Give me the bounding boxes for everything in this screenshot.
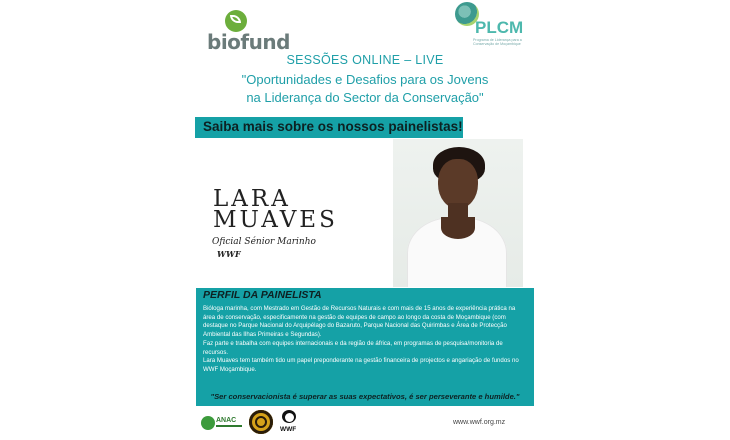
anac-logo-text: ANAC [216,417,237,424]
plcm-logo-text: PLCM [475,18,524,37]
anac-logo [201,414,241,432]
panelist-first-name: LARA [213,186,291,212]
profile-paragraph: Faz parte e trabalha com equipes internacionais e da região de áfrica, em programas de pesquisa/monitoria de recursos. [203,339,503,356]
panelist-last-name: MUAVES [213,207,338,233]
panelist-photo [393,139,523,287]
panelist-organization: WWF [217,249,241,259]
poster [195,0,535,440]
profile-paragraph: Bióloga marinha, com Mestrado em Gestão de Recursos Naturais e com mais de 15 anos de experiência prática na área de conservação, especificamente na gestão de equipes de campo ao longo da costa de Moçambique (com destaque no Parque Nacional do Arquipélago do Bazaruto, Parque Nacional das Quirimbas e Área de Protecção Ambiental das Ilhas Primeiras e Segundas). [203,305,516,339]
biofund-logo-text: biofund [207,30,290,54]
profile-quote: "Ser conservacionista é superar as suas expectativos, é ser perseverante e humilde." [210,392,520,401]
profile-title: PERFIL DA PAINELISTA [203,289,322,301]
plcm-logo-subtitle: Programa de Liderança para a Conservação de Moçambique [473,38,522,47]
leaf-icon [225,10,247,32]
session-title: SESSÕES ONLINE – LIVE [286,53,444,67]
profile-paragraph: Lara Muaves tem também tido um papel preponderante na gestão financeira de projectos e angariação de fundos no WWF Moçambique. [203,357,519,373]
wwf-logo-text: WWF [280,426,297,433]
panelists-banner-text: Saiba mais sobre os nossos painelistas! [203,119,463,134]
profile-body [203,305,529,375]
website-url: www.wwf.org.mz [453,419,506,426]
plcm-logo [453,2,531,52]
session-subtitle-line2: na Liderança do Sector da Conservação" [246,90,484,105]
profile-section [196,288,534,406]
session-subtitle-line1: "Oportunidades e Desafios para os Jovens [241,72,489,87]
biofund-logo [207,10,297,54]
anac-emblem-icon [201,416,215,430]
panelists-banner [195,117,463,138]
wwf-logo [279,410,299,438]
panelist-role: Oficial Sénior Marinho [212,237,316,247]
seal-logo [249,410,273,434]
